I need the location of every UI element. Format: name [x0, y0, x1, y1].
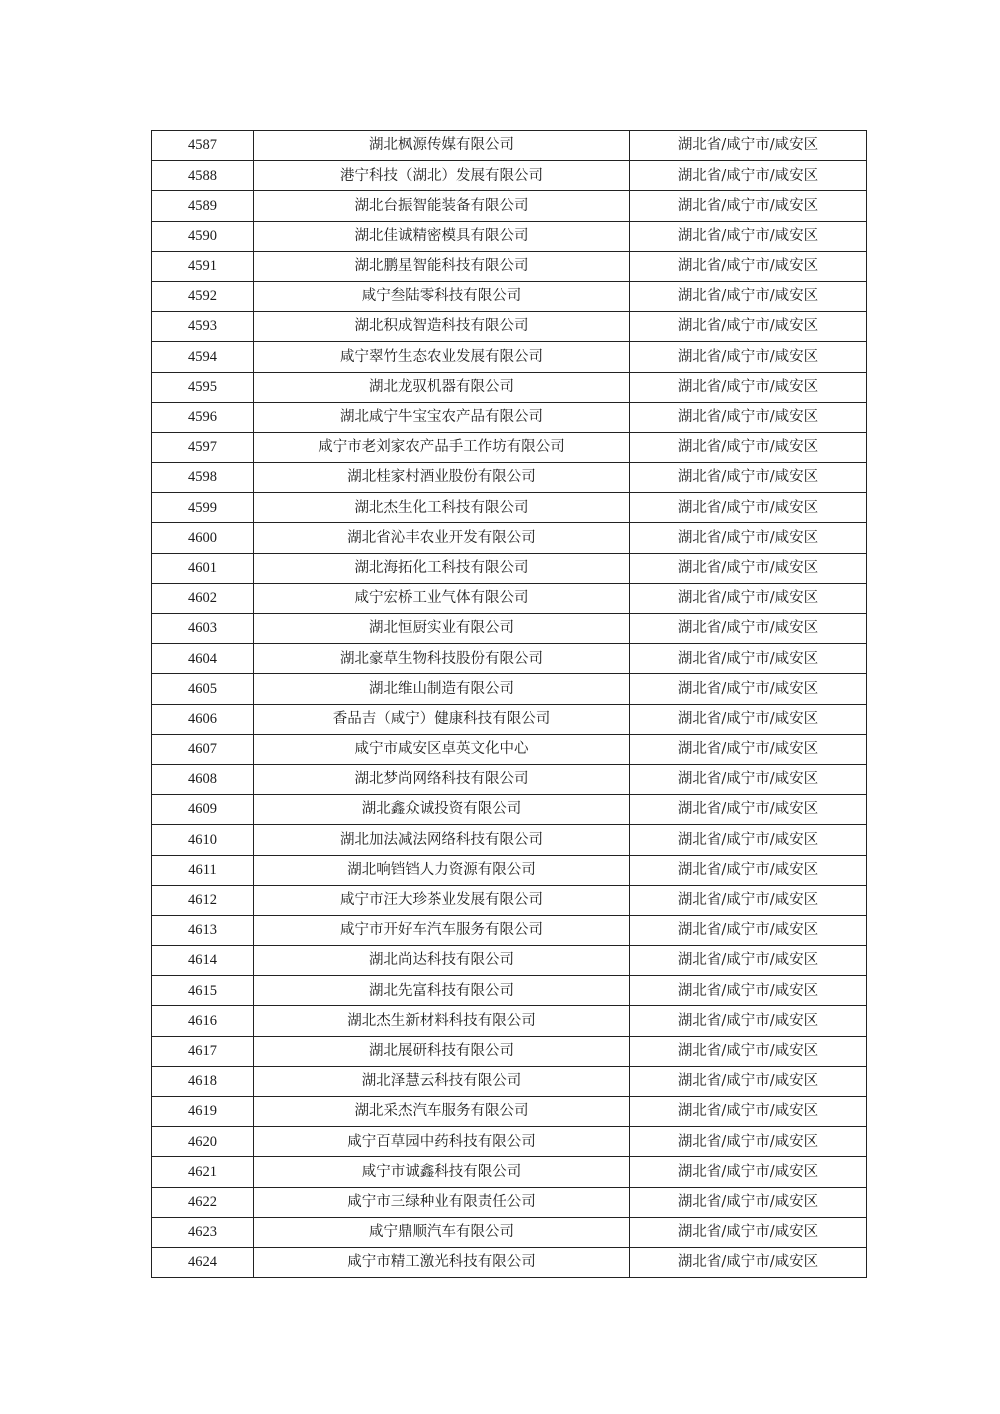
company-name-cell: 湖北龙驭机器有限公司: [254, 372, 630, 402]
table-row: [152, 402, 867, 432]
row-number-cell: 4594: [152, 342, 254, 372]
region-cell: 湖北省/咸宁市/咸安区: [630, 855, 867, 885]
row-number-cell: 4610: [152, 825, 254, 855]
table-row: [152, 1127, 867, 1157]
company-name-cell: 湖北维山制造有限公司: [254, 674, 630, 704]
region-cell: 湖北省/咸宁市/咸安区: [630, 885, 867, 915]
company-name-cell: 咸宁鼎顺汽车有限公司: [254, 1217, 630, 1247]
region-cell: 湖北省/咸宁市/咸安区: [630, 191, 867, 221]
table-row: [152, 1066, 867, 1096]
table-row: [152, 1097, 867, 1127]
row-number-cell: 4588: [152, 161, 254, 191]
region-cell: 湖北省/咸宁市/咸安区: [630, 281, 867, 311]
row-number-cell: 4609: [152, 795, 254, 825]
row-number-cell: 4621: [152, 1157, 254, 1187]
row-number-cell: 4606: [152, 704, 254, 734]
table-row: [152, 644, 867, 674]
company-name-cell: 湖北响铛铛人力资源有限公司: [254, 855, 630, 885]
row-number-cell: 4604: [152, 644, 254, 674]
company-name-cell: 湖北鑫众诚投资有限公司: [254, 795, 630, 825]
table-row: [152, 432, 867, 462]
table-row: [152, 614, 867, 644]
row-number-cell: 4613: [152, 915, 254, 945]
company-name-cell: 湖北梦尚网络科技有限公司: [254, 764, 630, 794]
company-name-cell: 湖北杰生化工科技有限公司: [254, 493, 630, 523]
company-name-cell: 咸宁市汪大珍茶业发展有限公司: [254, 885, 630, 915]
company-name-cell: 港宁科技（湖北）发展有限公司: [254, 161, 630, 191]
row-number-cell: 4607: [152, 734, 254, 764]
table-row: [152, 1157, 867, 1187]
row-number-cell: 4618: [152, 1066, 254, 1096]
region-cell: 湖北省/咸宁市/咸安区: [630, 734, 867, 764]
row-number-cell: 4593: [152, 312, 254, 342]
table-row: [152, 1187, 867, 1217]
region-cell: 湖北省/咸宁市/咸安区: [630, 915, 867, 945]
table-row: [152, 704, 867, 734]
region-cell: 湖北省/咸宁市/咸安区: [630, 553, 867, 583]
region-cell: 湖北省/咸宁市/咸安区: [630, 946, 867, 976]
company-name-cell: 湖北杰生新材料科技有限公司: [254, 1006, 630, 1036]
region-cell: 湖北省/咸宁市/咸安区: [630, 1097, 867, 1127]
region-cell: 湖北省/咸宁市/咸安区: [630, 523, 867, 553]
row-number-cell: 4600: [152, 523, 254, 553]
region-cell: 湖北省/咸宁市/咸安区: [630, 614, 867, 644]
region-cell: 湖北省/咸宁市/咸安区: [630, 432, 867, 462]
table-row: [152, 161, 867, 191]
region-cell: 湖北省/咸宁市/咸安区: [630, 342, 867, 372]
company-name-cell: 湖北采杰汽车服务有限公司: [254, 1097, 630, 1127]
row-number-cell: 4601: [152, 553, 254, 583]
region-cell: 湖北省/咸宁市/咸安区: [630, 674, 867, 704]
region-cell: 湖北省/咸宁市/咸安区: [630, 644, 867, 674]
table-row: [152, 1036, 867, 1066]
region-cell: 湖北省/咸宁市/咸安区: [630, 976, 867, 1006]
table-row: [152, 372, 867, 402]
company-name-cell: 湖北桂家村酒业股份有限公司: [254, 463, 630, 493]
row-number-cell: 4623: [152, 1217, 254, 1247]
company-name-cell: 湖北豪草生物科技股份有限公司: [254, 644, 630, 674]
company-name-cell: 咸宁市精工激光科技有限公司: [254, 1247, 630, 1277]
company-name-cell: 咸宁市咸安区卓英文化中心: [254, 734, 630, 764]
region-cell: 湖北省/咸宁市/咸安区: [630, 221, 867, 251]
row-number-cell: 4589: [152, 191, 254, 221]
company-name-cell: 咸宁市诚鑫科技有限公司: [254, 1157, 630, 1187]
company-name-cell: 湖北恒厨实业有限公司: [254, 614, 630, 644]
company-name-cell: 香品吉（咸宁）健康科技有限公司: [254, 704, 630, 734]
region-cell: 湖北省/咸宁市/咸安区: [630, 1247, 867, 1277]
row-number-cell: 4602: [152, 583, 254, 613]
table-row: [152, 885, 867, 915]
row-number-cell: 4615: [152, 976, 254, 1006]
table-row: [152, 674, 867, 704]
company-name-cell: 湖北咸宁牛宝宝农产品有限公司: [254, 402, 630, 432]
table-row: [152, 523, 867, 553]
region-cell: 湖北省/咸宁市/咸安区: [630, 795, 867, 825]
table-row: [152, 553, 867, 583]
company-name-cell: 咸宁宏桥工业气体有限公司: [254, 583, 630, 613]
company-name-cell: 湖北加法减法网络科技有限公司: [254, 825, 630, 855]
row-number-cell: 4590: [152, 221, 254, 251]
table-row: [152, 221, 867, 251]
row-number-cell: 4617: [152, 1036, 254, 1066]
row-number-cell: 4612: [152, 885, 254, 915]
company-name-cell: 湖北台振智能装备有限公司: [254, 191, 630, 221]
company-table: [151, 130, 867, 1278]
company-name-cell: 咸宁市老刘家农产品手工作坊有限公司: [254, 432, 630, 462]
table-row: [152, 734, 867, 764]
region-cell: 湖北省/咸宁市/咸安区: [630, 583, 867, 613]
row-number-cell: 4614: [152, 946, 254, 976]
table-row: [152, 131, 867, 161]
row-number-cell: 4611: [152, 855, 254, 885]
row-number-cell: 4591: [152, 251, 254, 281]
company-name-cell: 湖北积成智造科技有限公司: [254, 312, 630, 342]
row-number-cell: 4597: [152, 432, 254, 462]
table-row: [152, 795, 867, 825]
region-cell: 湖北省/咸宁市/咸安区: [630, 402, 867, 432]
table-row: [152, 1217, 867, 1247]
region-cell: 湖北省/咸宁市/咸安区: [630, 493, 867, 523]
table-row: [152, 463, 867, 493]
row-number-cell: 4595: [152, 372, 254, 402]
table-row: [152, 251, 867, 281]
company-name-cell: 咸宁翠竹生态农业发展有限公司: [254, 342, 630, 372]
company-name-cell: 湖北展研科技有限公司: [254, 1036, 630, 1066]
table-row: [152, 855, 867, 885]
row-number-cell: 4599: [152, 493, 254, 523]
region-cell: 湖北省/咸宁市/咸安区: [630, 764, 867, 794]
company-name-cell: 湖北鹏星智能科技有限公司: [254, 251, 630, 281]
row-number-cell: 4592: [152, 281, 254, 311]
region-cell: 湖北省/咸宁市/咸安区: [630, 251, 867, 281]
row-number-cell: 4619: [152, 1097, 254, 1127]
region-cell: 湖北省/咸宁市/咸安区: [630, 372, 867, 402]
row-number-cell: 4616: [152, 1006, 254, 1036]
region-cell: 湖北省/咸宁市/咸安区: [630, 704, 867, 734]
table-row: [152, 342, 867, 372]
table-row: [152, 946, 867, 976]
table-row: [152, 764, 867, 794]
row-number-cell: 4598: [152, 463, 254, 493]
region-cell: 湖北省/咸宁市/咸安区: [630, 131, 867, 161]
region-cell: 湖北省/咸宁市/咸安区: [630, 1036, 867, 1066]
row-number-cell: 4596: [152, 402, 254, 432]
company-name-cell: 湖北泽慧云科技有限公司: [254, 1066, 630, 1096]
table-row: [152, 1006, 867, 1036]
company-name-cell: 咸宁百草园中药科技有限公司: [254, 1127, 630, 1157]
company-name-cell: 湖北省沁丰农业开发有限公司: [254, 523, 630, 553]
company-name-cell: 湖北海拓化工科技有限公司: [254, 553, 630, 583]
table-row: [152, 281, 867, 311]
row-number-cell: 4622: [152, 1187, 254, 1217]
region-cell: 湖北省/咸宁市/咸安区: [630, 1127, 867, 1157]
table-row: [152, 825, 867, 855]
company-name-cell: 湖北先富科技有限公司: [254, 976, 630, 1006]
table-row: [152, 493, 867, 523]
region-cell: 湖北省/咸宁市/咸安区: [630, 825, 867, 855]
company-name-cell: 咸宁市三绿种业有限责任公司: [254, 1187, 630, 1217]
table-row: [152, 312, 867, 342]
region-cell: 湖北省/咸宁市/咸安区: [630, 463, 867, 493]
row-number-cell: 4620: [152, 1127, 254, 1157]
region-cell: 湖北省/咸宁市/咸安区: [630, 1217, 867, 1247]
table-body: [152, 131, 867, 1278]
region-cell: 湖北省/咸宁市/咸安区: [630, 161, 867, 191]
region-cell: 湖北省/咸宁市/咸安区: [630, 312, 867, 342]
row-number-cell: 4608: [152, 764, 254, 794]
company-name-cell: 湖北尚达科技有限公司: [254, 946, 630, 976]
table-row: [152, 583, 867, 613]
row-number-cell: 4603: [152, 614, 254, 644]
region-cell: 湖北省/咸宁市/咸安区: [630, 1187, 867, 1217]
company-name-cell: 湖北枫源传媒有限公司: [254, 131, 630, 161]
region-cell: 湖北省/咸宁市/咸安区: [630, 1157, 867, 1187]
company-name-cell: 湖北佳诚精密模具有限公司: [254, 221, 630, 251]
region-cell: 湖北省/咸宁市/咸安区: [630, 1006, 867, 1036]
company-name-cell: 咸宁叁陆零科技有限公司: [254, 281, 630, 311]
row-number-cell: 4624: [152, 1247, 254, 1277]
row-number-cell: 4605: [152, 674, 254, 704]
table-row: [152, 976, 867, 1006]
row-number-cell: 4587: [152, 131, 254, 161]
region-cell: 湖北省/咸宁市/咸安区: [630, 1066, 867, 1096]
table-row: [152, 915, 867, 945]
table-row: [152, 191, 867, 221]
company-name-cell: 咸宁市开好车汽车服务有限公司: [254, 915, 630, 945]
table-row: [152, 1247, 867, 1277]
